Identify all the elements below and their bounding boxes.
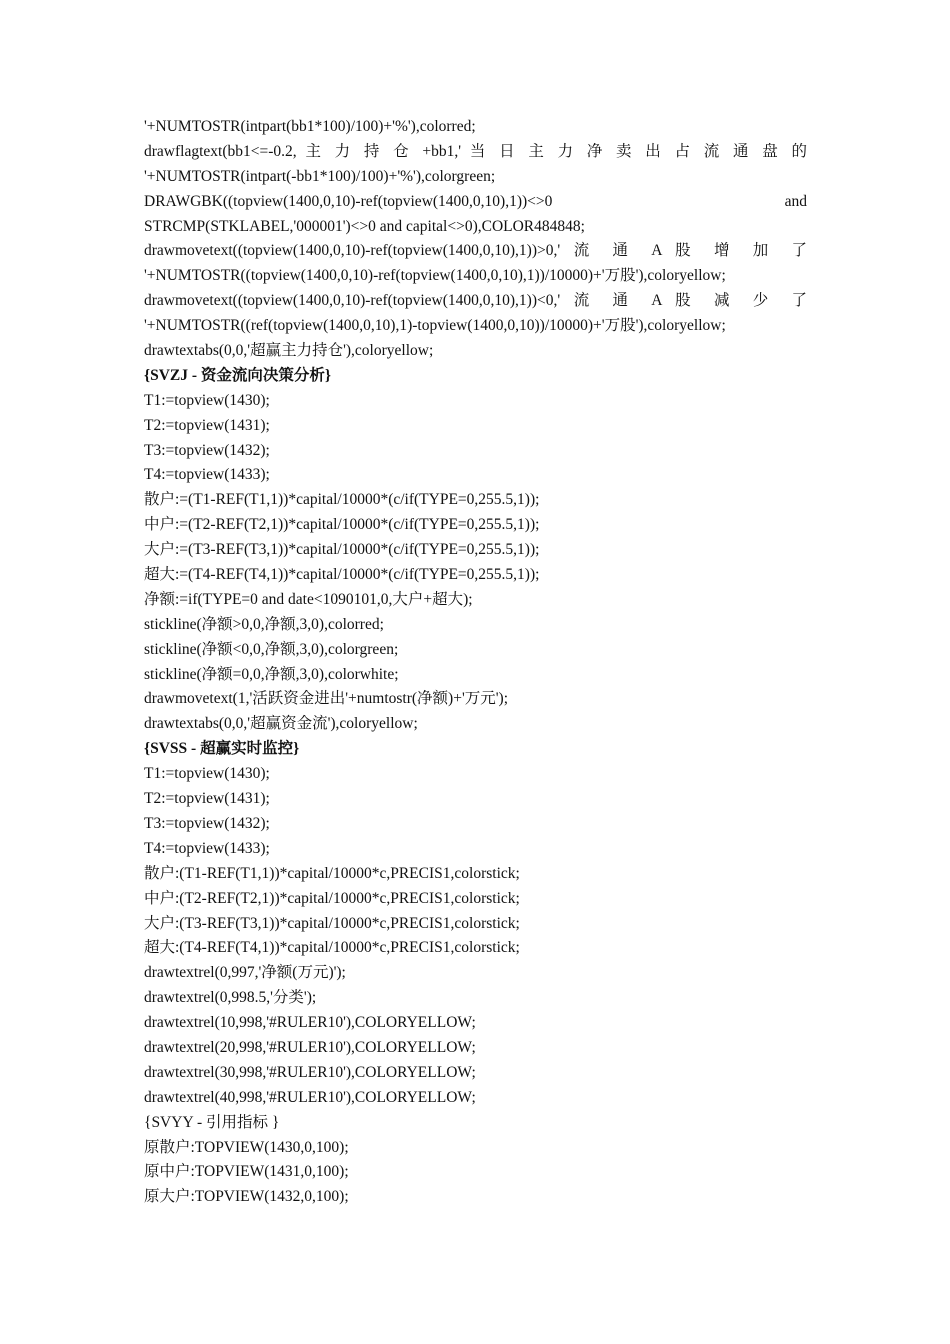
code-line: 净额:=if(TYPE=0 and date<1090101,0,大户+超大);	[144, 590, 473, 608]
code-line: 中户:=(T2-REF(T2,1))*capital/10000*(c/if(TYPE=0,255.5,1));	[144, 516, 540, 534]
code-line: drawtextrel(0,998.5,'分类');	[144, 989, 317, 1007]
code-line: '+NUMTOSTR((ref(topview(1400,0,10),1)-topview(1400,0,10))/10000)+'万股'),coloryellow;	[144, 317, 726, 335]
code-line: '+NUMTOSTR(intpart(bb1*100)/100)+'%'),colorred;	[144, 118, 476, 135]
code-line: 超大:(T4-REF(T4,1))*capital/10000*c,PRECIS1,colorstick;	[144, 939, 520, 957]
code-line: 大户:(T3-REF(T3,1))*capital/10000*c,PRECIS1,colorstick;	[144, 914, 520, 932]
code-line: T4:=topview(1433);	[144, 839, 270, 857]
code-line: drawtextrel(20,998,'#RULER10'),COLORYELLOW;	[144, 1038, 476, 1056]
code-line: T3:=topview(1432);	[144, 441, 270, 459]
code-line: {SVYY - 引用指标 }	[144, 1113, 280, 1131]
code-line: T4:=topview(1433);	[144, 466, 270, 484]
code-line: drawtextrel(40,998,'#RULER10'),COLORYELLOW;	[144, 1088, 476, 1106]
code-line: drawtextrel(30,998,'#RULER10'),COLORYELLOW;	[144, 1063, 476, 1081]
code-line: 原中户:TOPVIEW(1431,0,100);	[144, 1163, 349, 1181]
code-line: drawtextrel(10,998,'#RULER10'),COLORYELLOW;	[144, 1014, 476, 1032]
code-line: drawmovetext(1,'活跃资金进出'+numtostr(净额)+'万元');	[144, 690, 509, 708]
code-line: stickline(净额=0,0,净额,3,0),colorwhite;	[144, 665, 399, 683]
code-line: drawtextabs(0,0,'超赢主力持仓'),coloryellow;	[144, 342, 434, 360]
code-line: stickline(净额>0,0,净额,3,0),colorred;	[144, 615, 384, 633]
code-line: T2:=topview(1431);	[144, 790, 270, 808]
code-line: drawtextabs(0,0,'超赢资金流'),coloryellow;	[144, 715, 418, 733]
code-line: drawflagtext(bb1<=-0.2, 主 力 持 仓 +bb1,' 当 日 主 力 净 卖 出 占 流 通 盘 的	[144, 142, 807, 160]
code-line: T1:=topview(1430);	[144, 391, 270, 409]
code-line: 原散户:TOPVIEW(1430,0,100);	[144, 1138, 349, 1156]
code-line: drawmovetext((topview(1400,0,10)-ref(topview(1400,0,10),1))>0,' 流 通 A 股 增 加 了	[144, 242, 807, 260]
code-line: 散户:=(T1-REF(T1,1))*capital/10000*(c/if(TYPE=0,255.5,1));	[144, 491, 540, 509]
section-header-line: {SVZJ - 资金流向决策分析}	[144, 366, 332, 384]
code-line: STRCMP(STKLABEL,'000001')<>0 and capital<>0),COLOR484848;	[144, 217, 585, 235]
section-header-line: {SVSS - 超赢实时监控}	[144, 740, 300, 758]
code-line: T3:=topview(1432);	[144, 814, 270, 832]
code-line: T2:=topview(1431);	[144, 416, 270, 434]
code-line: drawtextrel(0,997,'净额(万元)');	[144, 964, 346, 982]
code-line: drawmovetext((topview(1400,0,10)-ref(topview(1400,0,10),1))<0,' 流 通 A 股 减 少 了	[144, 292, 807, 310]
code-line: 原大户:TOPVIEW(1432,0,100);	[144, 1188, 349, 1206]
code-line: stickline(净额<0,0,净额,3,0),colorgreen;	[144, 640, 399, 658]
code-line: T1:=topview(1430);	[144, 765, 270, 783]
code-listing	[144, 115, 807, 1210]
code-line: 中户:(T2-REF(T2,1))*capital/10000*c,PRECIS1,colorstick;	[144, 889, 520, 907]
code-line: 散户:(T1-REF(T1,1))*capital/10000*c,PRECIS1,colorstick;	[144, 864, 520, 882]
code-line: DRAWGBK((topview(1400,0,10)-ref(topview(1400,0,10),1))<>0 and	[144, 192, 807, 210]
code-line: '+NUMTOSTR((topview(1400,0,10)-ref(topview(1400,0,10),1))/10000)+'万股'),coloryellow;	[144, 267, 726, 285]
code-line: '+NUMTOSTR(intpart(-bb1*100)/100)+'%'),colorgreen;	[144, 167, 496, 185]
code-line: 超大:=(T4-REF(T4,1))*capital/10000*(c/if(TYPE=0,255.5,1));	[144, 566, 540, 584]
code-line: 大户:=(T3-REF(T3,1))*capital/10000*(c/if(TYPE=0,255.5,1));	[144, 541, 540, 559]
